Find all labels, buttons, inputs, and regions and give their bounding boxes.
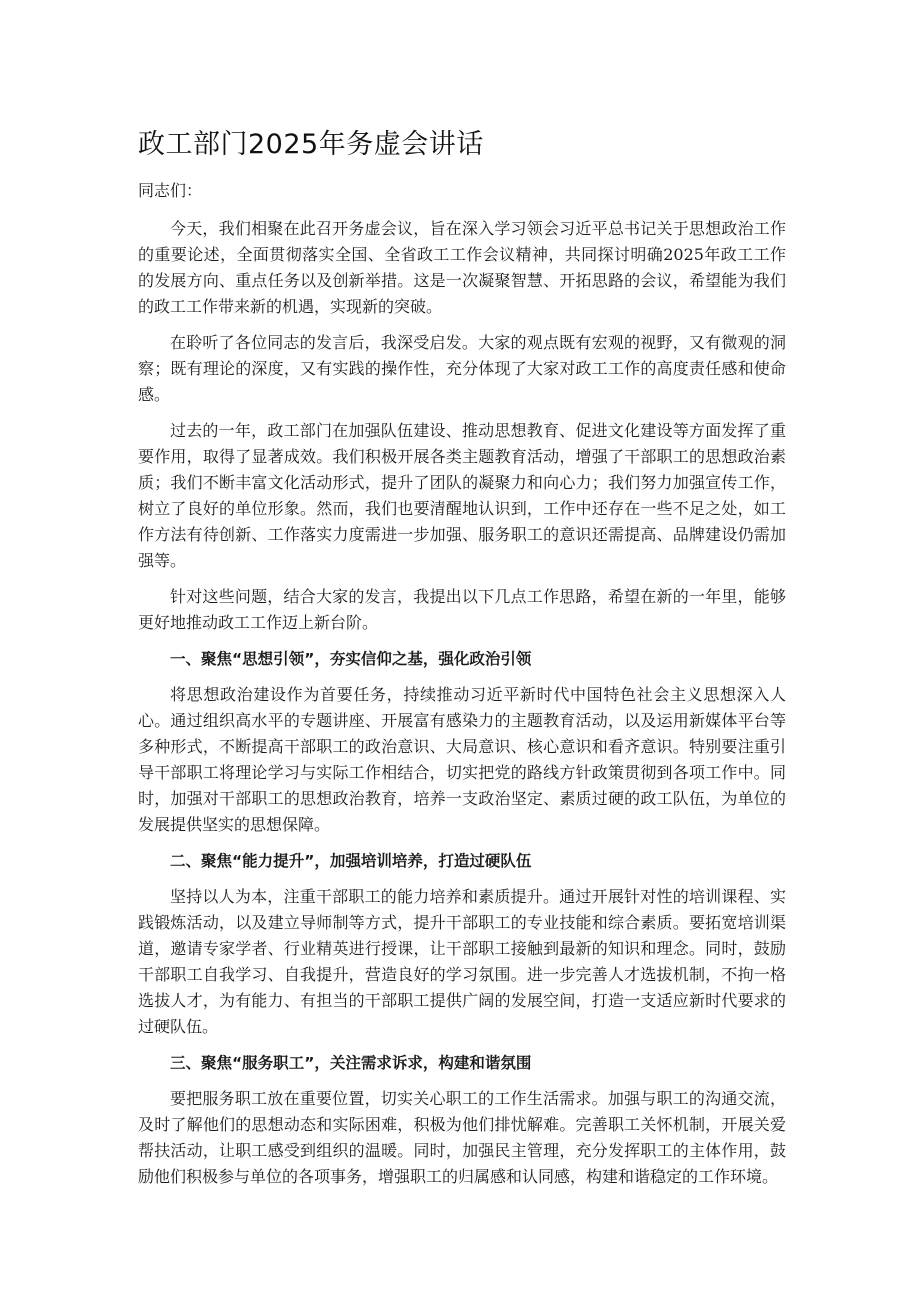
intro-paragraph-2: 在聆听了各位同志的发言后，我深受启发。大家的观点既有宏观的视野，又有微观的洞察；既有理论的深度，又有实践的操作性，充分体现了大家对政工工作的高度责任感和使命感。 — [138, 333, 786, 404]
document-page — [138, 118, 786, 1200]
document-title: 政工部门2025年务虚会讲话 — [138, 129, 484, 160]
section-heading-3: 三、聚焦“服务职工”，关注需求诉求，构建和谐氛围 — [170, 1054, 532, 1072]
section-heading-1: 一、聚焦“思想引领”，夯实信仰之基，强化政治引领 — [170, 650, 532, 668]
section-body-3: 要把服务职工放在重要位置，切实关心职工的工作生活需求。加强与职工的沟通交流，及时了解他们的思想动态和实际困难，积极为他们排忧解难。完善职工关怀机制，开展关爱帮扶活动，让职工感受到组织的温暖。同时，加强民主管理，充分发挥职工的主体作用，鼓励他们积极参与单位的各项事务，增强职工的归属感和认同感，构建和谐稳定的工作环境。 — [138, 1089, 786, 1186]
intro-paragraph-4: 针对这些问题，结合大家的发言，我提出以下几点工作思路，希望在新的一年里，能够更好地推动政工工作迈上新台阶。 — [138, 587, 786, 632]
salutation: 同志们： — [138, 181, 203, 200]
section-heading-2: 二、聚焦“能力提升”，加强培训培养，打造过硬队伍 — [170, 852, 532, 870]
section-body-2: 坚持以人为本，注重干部职工的能力培养和素质提升。通过开展针对性的培训课程、实践锻炼活动，以及建立导师制等方式，提升干部职工的专业技能和综合素质。要拓宽培训渠道，邀请专家学者、行业精英进行授课，让干部职工接触到最新的知识和理念。同时，鼓励干部职工自我学习、自我提升，营造良好的学习氛围。进一步完善人才选拔机制，不拘一格选拔人才，为有能力、有担当的干部职工提供广阔的发展空间，打造一支适应新时代要求的过硬队伍。 — [138, 887, 786, 1036]
intro-paragraph-3: 过去的一年，政工部门在加强队伍建设、推动思想教育、促进文化建设等方面发挥了重要作用，取得了显著成效。我们积极开展各类主题教育活动，增强了干部职工的思想政治素质；我们不断丰富文化活动形式，提升了团队的凝聚力和向心力；我们努力加强宣传工作，树立了良好的单位形象。然而，我们也要清醒地认识到，工作中还存在一些不足之处，如工作方法有待创新、工作落实力度需进一步加强、服务职工的意识还需提高、品牌建设仍需加强等。 — [138, 421, 786, 570]
intro-paragraph-1: 今天，我们相聚在此召开务虚会议，旨在深入学习领会习近平总书记关于思想政治工作的重要论述，全面贯彻落实全国、全省政工工作会议精神，共同探讨明确2025年政工工作的发展方向、重点任务以及创新举措。这是一次凝聚智慧、开拓思路的会议，希望能为我们的政工工作带来新的机遇，实现新的突破。 — [138, 219, 786, 316]
section-body-1: 将思想政治建设作为首要任务，持续推动习近平新时代中国特色社会主义思想深入人心。通过组织高水平的专题讲座、开展富有感染力的主题教育活动，以及运用新媒体平台等多种形式，不断提高干部职工的政治意识、大局意识、核心意识和看齐意识。特别要注重引导干部职工将理论学习与实际工作相结合，切实把党的路线方针政策贯彻到各项工作中。同时，加强对干部职工的思想政治教育，培养一支政治坚定、素质过硬的政工队伍，为单位的发展提供坚实的思想保障。 — [138, 685, 786, 834]
